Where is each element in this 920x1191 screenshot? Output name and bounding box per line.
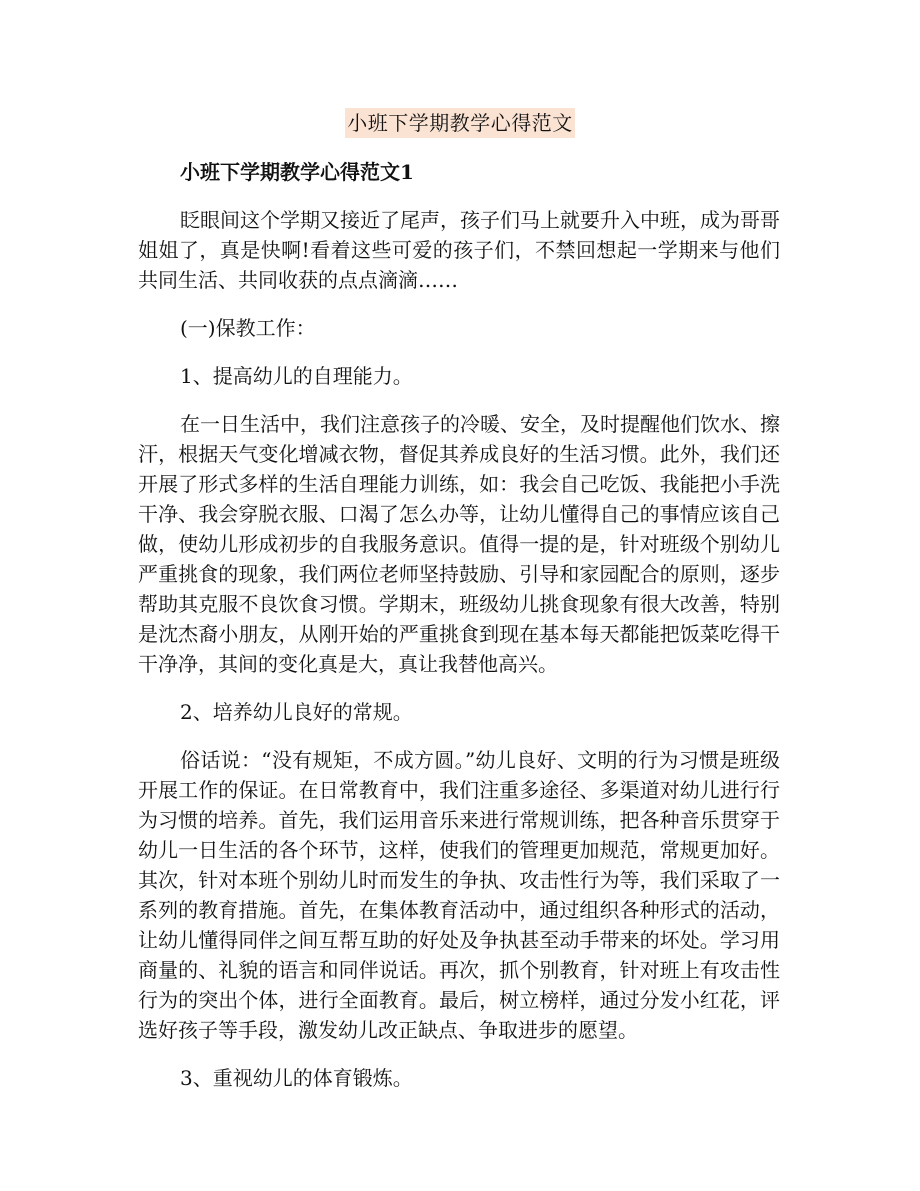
document-title: 小班下学期教学心得范文 bbox=[345, 108, 575, 138]
paragraph-item-2-heading: 2、培养幼儿良好的常规。 bbox=[180, 700, 413, 724]
section-heading: 小班下学期教学心得范文1 bbox=[180, 160, 414, 184]
paragraph-item-2-body: 俗话说：“没有规矩，不成方圆。”幼儿良好、文明的行为习惯是班级开展工作的保证。在日常教育中，我们注重多途径、多渠道对幼儿进行行为习惯的培养。首先，我们运用音乐来进行常规训练，把各种音乐贯穿于幼儿一日生活的各个环节，这样，使我们的管理更加规范，常规更加好。其次，针对本班个别幼儿时而发生的争执、攻击性行为等，我们采取了一系列的教育措施。首先，在集体教育活动中，通过组织各种形式的活动，让幼儿懂得同伴之间互帮互助的好处及争执甚至动手带来的坏处。学习用商量的、礼貌的语言和同伴说话。再次，抓个别教育，针对班上有攻击性行为的突出个体，进行全面教育。最后，树立榜样，通过分发小红花，评选好孩子等手段，激发幼儿改正缺点、争取进步的愿望。 bbox=[138, 748, 780, 1042]
title-row bbox=[0, 108, 920, 138]
document-body bbox=[138, 156, 780, 1093]
paragraph-subsection: (一)保教工作： bbox=[180, 316, 316, 340]
paragraph-intro: 眨眼间这个学期又接近了尾声，孩子们马上就要升入中班，成为哥哥姐姐了，真是快啊!看着这些可爱的孩子们，不禁回想起一学期来与他们共同生活、共同收获的点点滴滴…… bbox=[138, 208, 780, 292]
paragraph-item-3-heading: 3、重视幼儿的体育锻炼。 bbox=[180, 1066, 413, 1090]
paragraph-item-1-heading: 1、提高幼儿的自理能力。 bbox=[180, 364, 413, 388]
paragraph-item-1-body: 在一日生活中，我们注意孩子的冷暖、安全，及时提醒他们饮水、擦汗，根据天气变化增减衣物，督促其养成良好的生活习惯。此外，我们还开展了形式多样的生活自理能力训练，如：我会自己吃饭、我能把小手洗干净、我会穿脱衣服、口渴了怎么办等，让幼儿懂得自己的事情应该自己做，使幼儿形成初步的自我服务意识。值得一提的是，针对班级个别幼儿严重挑食的现象，我们两位老师坚持鼓励、引导和家园配合的原则，逐步帮助其克服不良饮食习惯。学期末，班级幼儿挑食现象有很大改善，特别是沈杰裔小朋友，从刚开始的严重挑食到现在基本每天都能把饭菜吃得干干净净，其间的变化真是大，真让我替他高兴。 bbox=[138, 412, 780, 676]
